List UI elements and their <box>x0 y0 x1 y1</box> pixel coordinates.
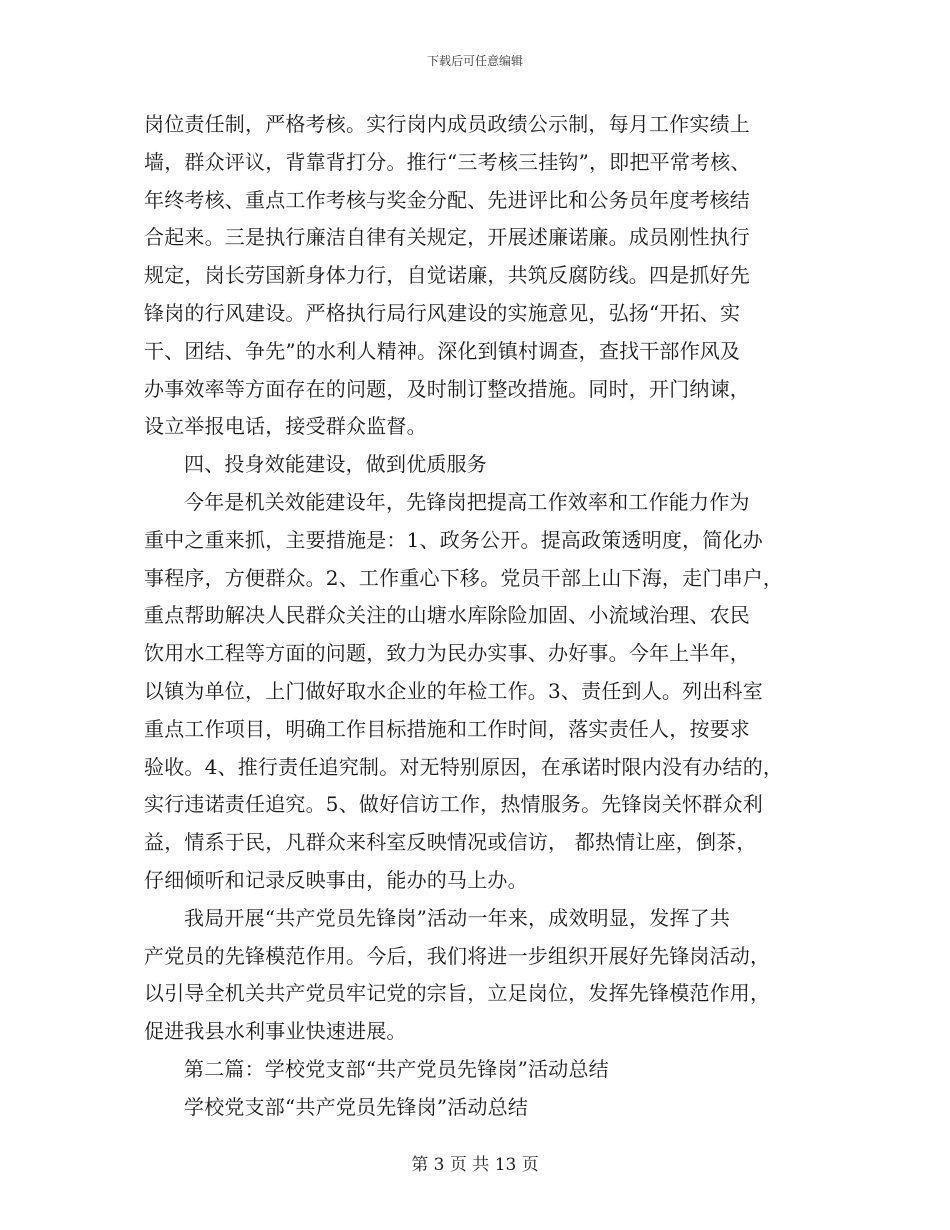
text-line: 第二篇：学校党支部“共产党员先锋岗”活动总结 <box>184 1056 609 1081</box>
text-line: 仔细倾听和记录反映事由，能办的马上办。 <box>144 867 528 892</box>
text-line: 办事效率等方面存在的问题，及时制订整改措施。同时，开门纳谏， <box>144 376 750 401</box>
text-line: 验收。4、推行责任追究制。对无特别原因，在承诺时限内没有办结的， <box>144 754 784 779</box>
text-line: 产党员的先锋模范作用。今后，我们将进一步组织开展好先锋岗活动， <box>144 943 771 968</box>
text-line: 墙，群众评议，背靠背打分。推行“三考核三挂钩”，即把平常考核、 <box>144 149 751 174</box>
text-line: 促进我县水利事业快速进展。 <box>144 1019 407 1044</box>
text-line: 今年是机关效能建设年，先锋岗把提高工作效率和工作能力作为 <box>184 489 750 514</box>
text-line: 重点帮助解决人民群众关注的山塘水库除险加固、小流域治理、农民 <box>144 603 750 628</box>
text-line: 重中之重来抓，主要措施是：1、政务公开。提高政策透明度，简化办 <box>144 527 763 552</box>
text-line: 设立举报电话，接受群众监督。 <box>144 414 427 439</box>
page-footer: 第 3 页 共 13 页 <box>411 1155 539 1175</box>
text-line: 事程序，方便群众。2、工作重心下移。党员干部上山下海，走门串户， <box>144 565 784 590</box>
text-line: 重点工作项目，明确工作目标措施和工作时间，落实责任人，按要求 <box>144 716 750 741</box>
text-line: 干、团结、争先”的水利人精神。深化到镇村调查，查找干部作风及 <box>144 338 741 363</box>
text-line: 饮用水工程等方面的问题，致力为民办实事、办好事。今年上半年， <box>144 641 750 666</box>
text-line: 学校党支部“共产党员先锋岗”活动总结 <box>184 1094 529 1119</box>
text-line: 实行违诺责任追究。5、做好信访工作，热情服务。先锋岗关怀群众利 <box>144 792 763 817</box>
text-line: 岗位责任制，严格考核。实行岗内成员政绩公示制，每月工作实绩上 <box>144 112 750 136</box>
document-body <box>144 106 824 1127</box>
page-header: 下载后可任意编辑 <box>426 54 523 68</box>
text-line: 合起来。三是执行廉洁自律有关规定，开展述廉诺廉。成员刚性执行 <box>144 225 750 250</box>
text-line: 四、投身效能建设，做到优质服务 <box>184 452 487 477</box>
text-line: 以镇为单位，上门做好取水企业的年检工作。3、责任到人。列出科室 <box>144 678 763 703</box>
text-line: 年终考核、重点工作考核与奖金分配、先进评比和公务员年度考核结 <box>144 187 750 212</box>
text-line: 锋岗的行风建设。严格执行局行风建设的实施意见，弘扬“开拓、实 <box>144 300 741 325</box>
text-line: 规定，岗长劳国新身体力行，自觉诺廉，共筑反腐防线。四是抓好先 <box>144 263 750 288</box>
text-line: 我局开展“共产党员先锋岗”活动一年来，成效明显，发挥了共 <box>184 905 731 930</box>
text-line: 以引导全机关共产党员牢记党的宗旨，立足岗位，发挥先锋模范作用， <box>144 981 771 1006</box>
text-line: 益，情系于民，凡群众来科室反映情况或信访， 都热情让座，倒茶， <box>144 830 757 855</box>
